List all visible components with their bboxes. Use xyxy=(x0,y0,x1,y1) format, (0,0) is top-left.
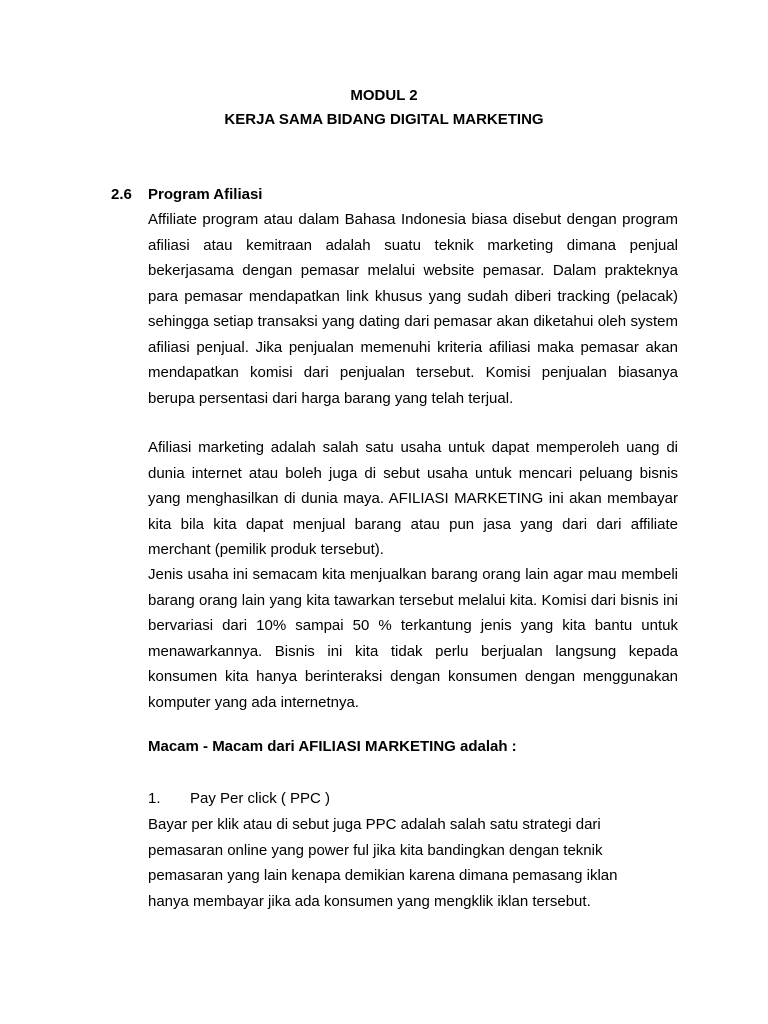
description-line: pemasaran online yang power ful jika kita bandingkan dengan teknik xyxy=(148,841,603,859)
section-heading: Program Afiliasi xyxy=(148,186,263,203)
types-heading: Macam - Macam dari AFILIASI MARKETING adalah : xyxy=(148,738,517,755)
description-line: pemasaran yang lain kenapa demikian karena dimana pemasang iklan xyxy=(148,867,618,884)
list-item-label: Pay Per click ( PPC ) xyxy=(190,790,331,807)
document-title: KERJA SAMA BIDANG DIGITAL MARKETING xyxy=(224,111,544,128)
paragraph-business-type: Jenis usaha ini semacam kita menjualkan barang orang lain agar mau membeli barang orang lain yang kita tawarkan tersebut melalui kita. Komisi dari bisnis ini bervariasi dari 10% sampai 50 % terkantung jenis yang kita bantu untuk menawarkannya. Bisnis ini kita tidak perlu berjualan langsung kepada konsumen kita hanya berinteraksi dengan konsumen dengan menggunakan komputer yang ada internetnya. xyxy=(148,566,678,711)
paragraph-affiliate-program: Affiliate program atau dalam Bahasa Indonesia biasa disebut dengan program afiliasi atau kemitraan adalah suatu teknik marketing dimana penjual bekerjasama dengan pemasar melalui website pemasar. Dalam prakteknya para pemasar mendapatkan link khusus yang sudah diberi tracking (pelacak) sehingga setiap transaksi yang dating dari pemasar akan diketahui oleh system afiliasi penjual. Jika penjualan memenuhi kriteria afiliasi maka pemasar akan mendapatkan komisi dari penjualan tersebut. Komisi penjualan biasanya berupa persentasi dari harga barang yang telah terjual. xyxy=(148,211,678,407)
list-item-number: 1. xyxy=(148,790,161,807)
description-line: Bayar per klik atau di sebut juga PPC adalah salah satu strategi dari xyxy=(148,816,601,833)
section-number: 2.6 xyxy=(111,186,132,203)
paragraph-affiliate-marketing: Afiliasi marketing adalah salah satu usaha untuk dapat memperoleh uang di dunia internet atau boleh juga di sebut usaha untuk mencari peluang bisnis yang menghasilkan di dunia maya. AFILIASI MARKETING ini akan membayar kita bila kita dapat menjual barang atau pun jasa yang dari dari affiliate merchant (pemilik produk tersebut). xyxy=(148,439,678,558)
list-item-description xyxy=(148,812,678,914)
description-line: hanya membayar jika ada konsumen yang mengklik iklan tersebut. xyxy=(148,892,591,910)
module-label: MODUL 2 xyxy=(350,87,418,104)
